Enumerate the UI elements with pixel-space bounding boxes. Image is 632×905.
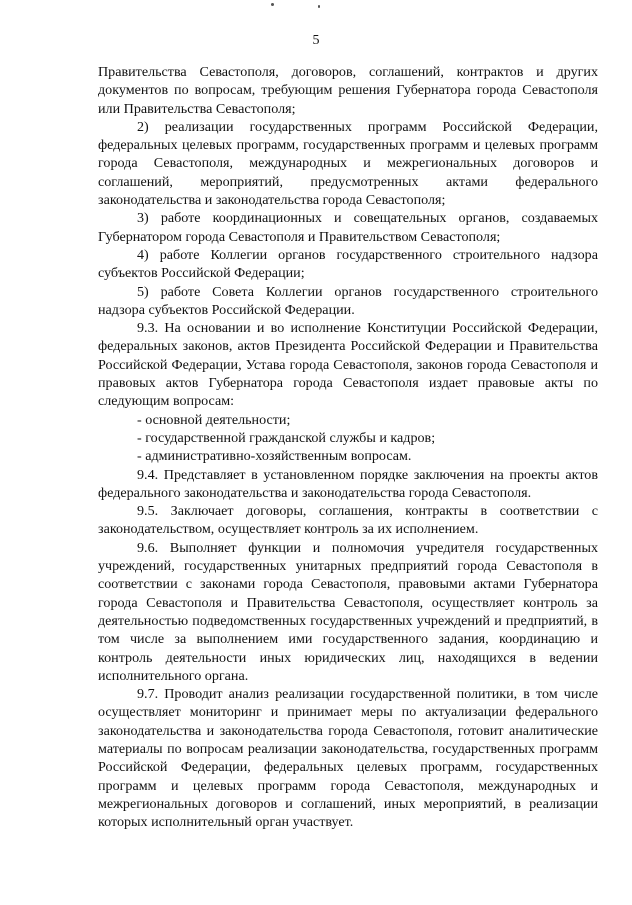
paragraph: 9.4. Представляет в установленном порядке заключения на проекты актов федерального законодательства и законодательства города Севастополя. [98,466,598,501]
scan-mark [271,3,274,6]
page-number: 5 [312,33,320,48]
scan-mark [318,5,320,8]
list-item: - основной деятельности; [137,411,291,428]
paragraph: 9.5. Заключает договоры, соглашения, контракты в соответствии с законодательством, осуществляет контроль за их исполнением. [98,503,598,538]
paragraph: 3) работе координационных и совещательных органов, создаваемых Губернатором города Севастополя и Правительством Севастополя; [98,210,598,245]
paragraph: 4) работе Коллегии органов государственного строительного надзора субъектов Российской Федерации; [98,246,598,282]
paragraph: 9.6. Выполняет функции и полномочия учредителя государственных учреждений, государственных унитарных предприятий города Севастополя в соответствии с законами города Севастополя, правовыми актами Губернатора города Севастополя и Правительства Севастополя, осуществляет контроль за деятельностью подведомственных государственных учреждений и предприятий, в том числе за выполнением ими государственного задания, координацию и контроль деятельности иных юридических лиц, находящихся в ведении исполнительного органа. [98,539,598,684]
list-item: - административно-хозяйственным вопросам. [137,448,412,465]
paragraph: 2) реализации государственных программ Российской Федерации, федеральных целевых программ, государственных программ и целевых программ города Севастополя, международных и межрегиональных договоров и соглашений, мероприятий, предусмотренных актами федерального законодательства и законодательства города Севастополя; [98,118,598,209]
list-item: - государственной гражданской службы и кадров; [137,429,436,446]
paragraph: Правительства Севастополя, договоров, соглашений, контрактов и других документов по вопросам, требующим решения Губернатора города Севастополя или Правительства Севастополя; [98,64,598,117]
paragraph: 9.7. Проводит анализ реализации государственной политики, в том числе осуществляет мониторинг и принимает меры по актуализации федерального законодательства и законодательства города Севастополя, готовит аналитические материалы по вопросам реализации законодательства, государственных программ Российской Федерации, федеральных целевых программ, государственных программ и целевых программ города Севастополя, международных и межрегиональных договоров и соглашений, иных мероприятий, в реализации которых исполнительный орган участвует. [98,686,598,831]
paragraph: 9.3. На основании и во исполнение Конституции Российской Федерации, федеральных законов, актов Президента Российской Федерации и Правительства Российской Федерации, Устава города Севастополя, законов города Севастополя и правовых актов Губернатора города Севастополя издает правовые акты по следующим вопросам: [98,320,598,410]
paragraph: 5) работе Совета Коллегии органов государственного строительного надзора субъектов Российской Федерации. [98,283,598,318]
document-body [98,63,598,831]
